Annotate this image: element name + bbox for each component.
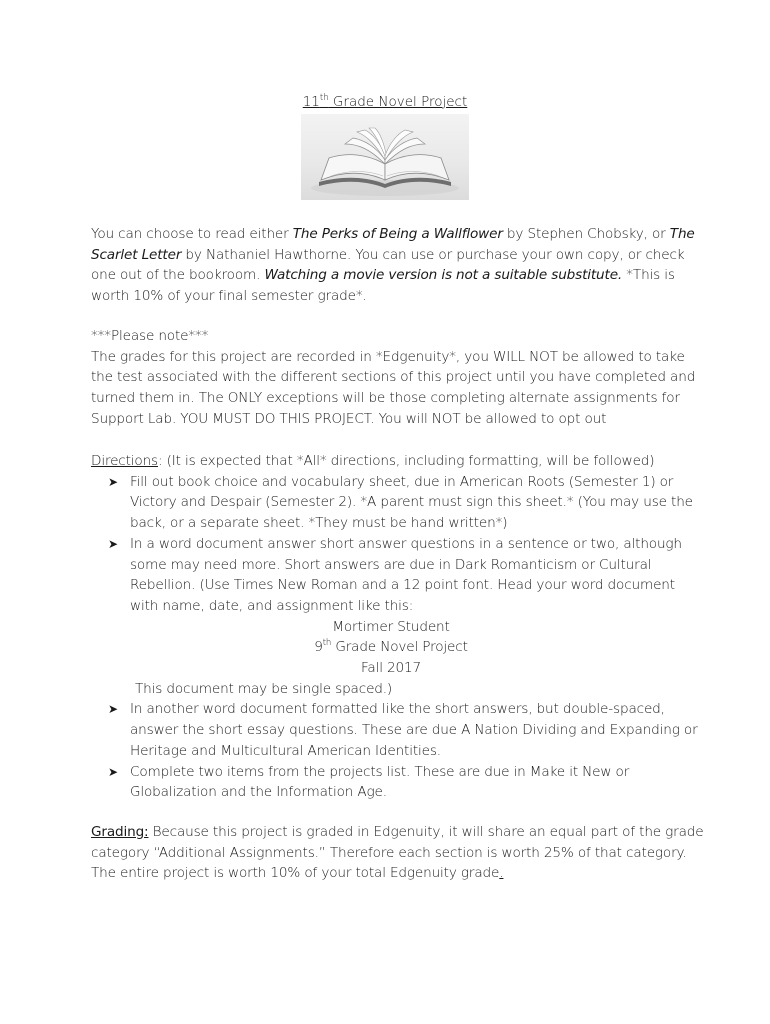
- intro-paragraph: [91, 224, 695, 307]
- title-rest: Grade Novel Project: [328, 94, 468, 110]
- bullet-text: Rebellion. (Use Times New Roman and a 12 point font. Head your word document: [130, 577, 675, 594]
- intro-text: by Stephen Chobsky, or: [502, 226, 670, 242]
- open-book-image: [301, 114, 469, 200]
- list-item: [91, 762, 691, 803]
- note-line-2: the test associated with the different sections of this project until you have completed and: [91, 369, 696, 386]
- grade-number: 9: [314, 639, 323, 656]
- bullet-text: Fill out book choice and vocabulary sheet, due in American Roots (Semester 1) or: [130, 473, 674, 490]
- intro-text: by Nathaniel Hawthorne. You can use or purchase your own copy, or check: [181, 246, 685, 263]
- bullet-text: back, or a separate sheet. *They must be hand written*): [130, 515, 508, 532]
- bullet-text: Globalization and the Information Age.: [130, 784, 387, 801]
- title-number: 11: [302, 94, 320, 110]
- intro-text: *This is: [622, 267, 675, 284]
- book-title-perks: The Perks of Being a Wallflower: [292, 226, 503, 242]
- arrow-bullet-icon: ➤: [108, 764, 118, 779]
- book-title-scarlet: Scarlet Letter: [91, 246, 182, 263]
- directions-section: [91, 451, 698, 803]
- movie-warning: Watching a movie version is not a suitable substitute.: [264, 267, 623, 284]
- list-item: [91, 699, 698, 761]
- grade-suffix: th: [322, 637, 332, 648]
- list-item: [91, 472, 691, 534]
- bullet-text: with name, date, and assignment like this:: [130, 597, 414, 614]
- note-line-3: turned them in. The ONLY exceptions will be those completing alternate assignments for: [91, 390, 680, 407]
- single-spaced-note: This document may be single spaced.): [135, 680, 393, 697]
- bullet-text: In a word document answer short answer questions in a sentence or two, although: [130, 535, 682, 552]
- grading-line-3: [91, 863, 691, 884]
- page-title: [0, 94, 770, 110]
- directions-intro: [91, 451, 691, 472]
- intro-line-3: [91, 265, 691, 286]
- intro-line-2: [91, 245, 691, 266]
- heading-example-grade: [91, 637, 691, 658]
- grade-rest: Grade Novel Project: [331, 639, 468, 656]
- grading-line-1: [91, 822, 704, 843]
- bullet-text: Heritage and Multicultural American Identities.: [130, 742, 441, 759]
- title-suffix: th: [319, 92, 329, 103]
- grading-label: Grading:: [91, 824, 149, 840]
- arrow-bullet-icon: ➤: [108, 536, 118, 551]
- bullet-text: Victory and Despair (Semester 2). *A parent must sign this sheet.* (You may use the: [130, 494, 693, 511]
- book-title-scarlet-part: The: [669, 226, 695, 242]
- grading-period: .: [499, 865, 504, 882]
- please-note-heading: ***Please note***: [91, 328, 209, 344]
- note-line-4: Support Lab. YOU MUST DO THIS PROJECT. You will NOT be allowed to opt out: [91, 410, 607, 427]
- grading-text: Because this project is graded in Edgenuity, it will share an equal part of the grade: [148, 824, 704, 840]
- heading-example-name: Mortimer Student: [332, 618, 450, 635]
- arrow-bullet-icon: ➤: [108, 702, 118, 717]
- please-note-paragraph: [91, 326, 696, 430]
- bullet-text: some may need more. Short answers are due in Dark Romanticism or Cultural: [130, 556, 652, 573]
- grading-line-2: category “Additional Assignments.” Therefore each section is worth 25% of that category.: [91, 844, 687, 861]
- note-line-1: The grades for this project are recorded in *Edgenuity*, you WILL NOT be allowed to take: [91, 348, 685, 365]
- arrow-bullet-icon: ➤: [108, 474, 118, 489]
- directions-label: Directions: [91, 453, 158, 469]
- intro-line-4: worth 10% of your final semester grade*.: [91, 288, 367, 305]
- intro-line-1: [91, 224, 695, 245]
- intro-text: You can choose to read either: [91, 226, 293, 242]
- intro-text: one out of the bookroom.: [91, 267, 265, 284]
- bullet-text: In another word document formatted like the short answers, but double-spaced,: [130, 701, 665, 718]
- grading-section: [91, 822, 704, 884]
- grading-text: The entire project is worth 10% of your total Edgenuity grade: [91, 865, 500, 882]
- list-item: [91, 534, 691, 617]
- heading-example-term: Fall 2017: [360, 660, 422, 677]
- open-book-illustration: [301, 114, 469, 200]
- directions-intro-text: : (It is expected that *All* directions, including formatting, will be followed): [158, 453, 655, 469]
- bullet-text: Complete two items from the projects list. These are due in Make it New or: [130, 763, 630, 780]
- bullet-text: answer the short essay questions. These are due A Nation Dividing and Expanding or: [130, 722, 698, 739]
